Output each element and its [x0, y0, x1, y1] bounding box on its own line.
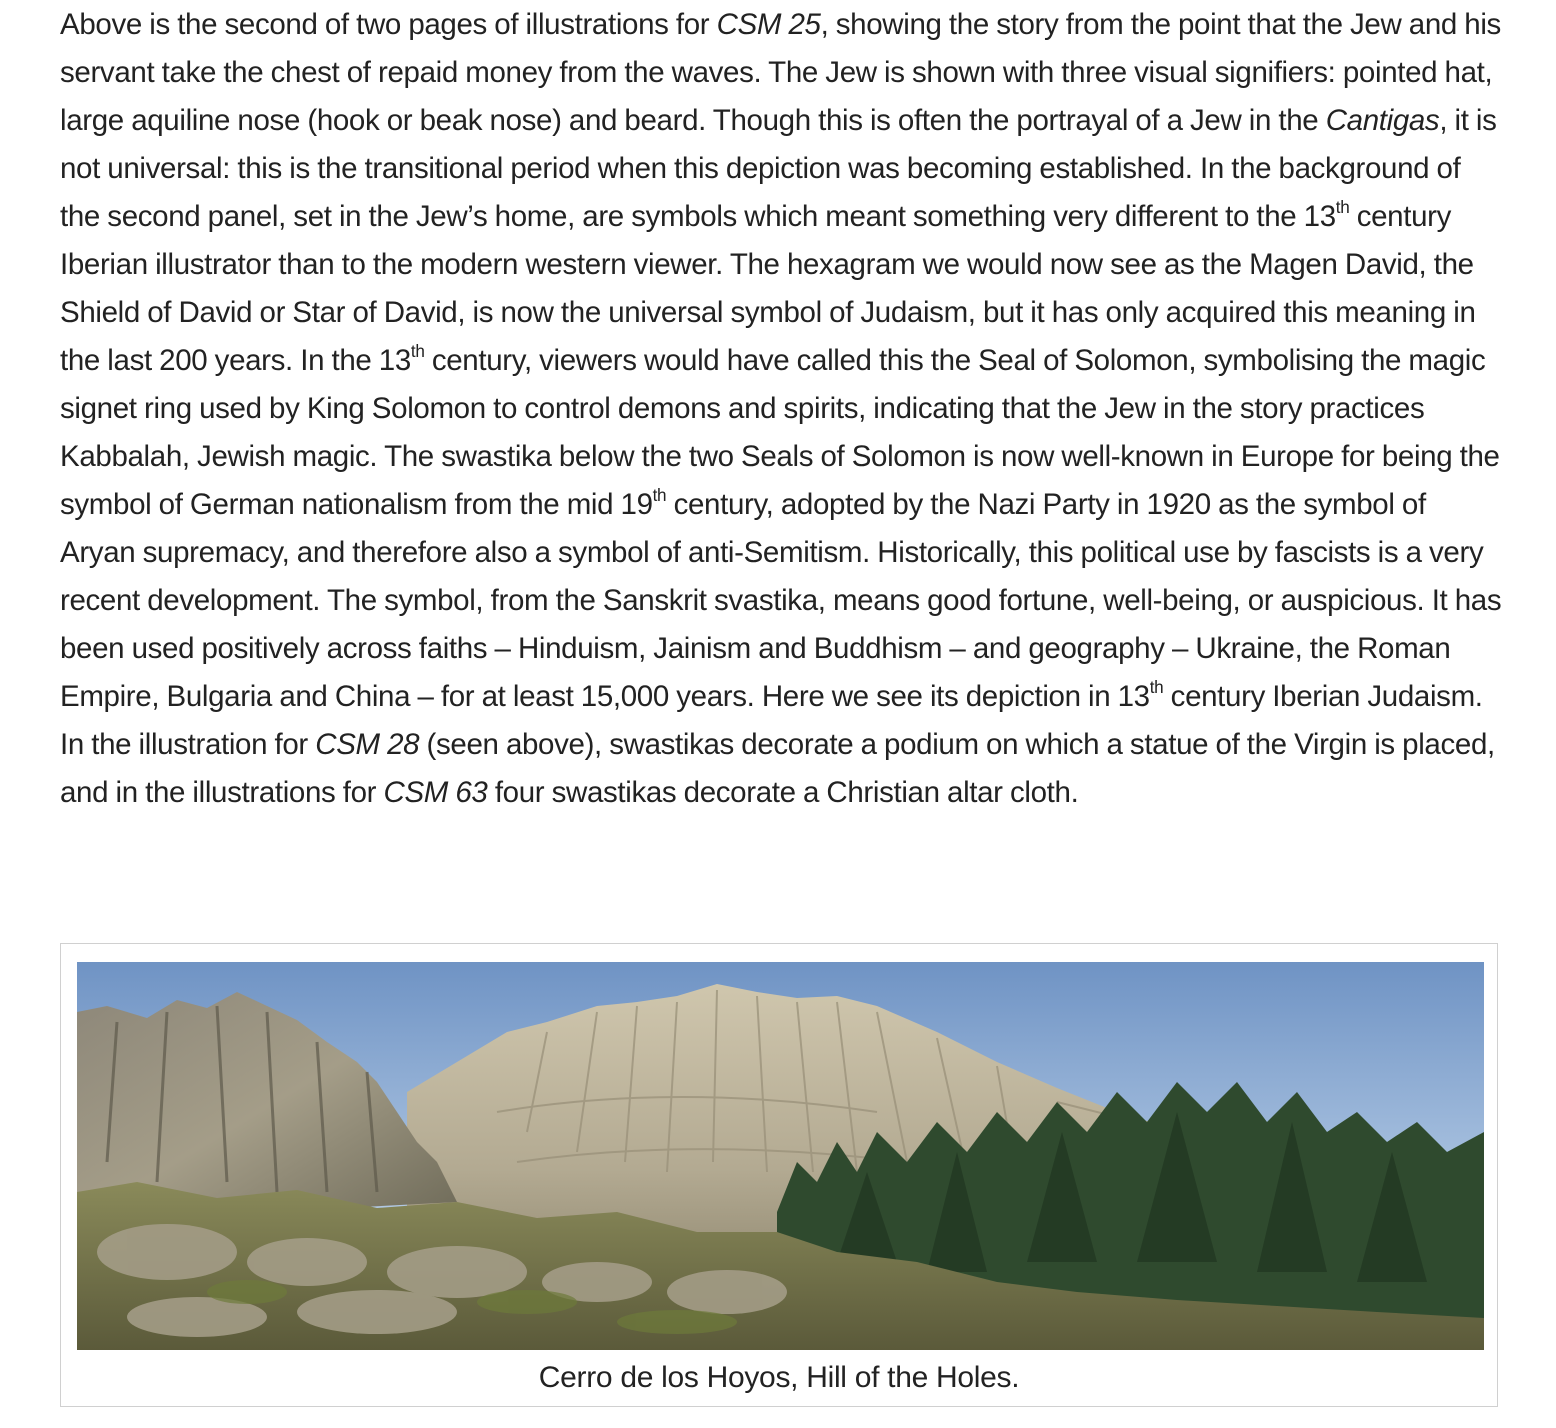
- photo-figure: [60, 943, 1498, 1407]
- paragraph-text: century, adopted by the Nazi Party in 1920 as the symbol of Aryan supremacy, and therefore also a symbol of anti-Semitism. Historically, this political use by fascists is a very recent development. The symbol, from the Sanskrit svastika, means good fortune, well-being, or auspicious. It has been used positively across faiths – Hinduism, Jainism and Buddhism – and geography – Ukraine, the Roman Empire, Bulgaria and China – for at least 15,000 years. Here we see its depiction in 13: [60, 488, 1502, 713]
- ordinal-suffix: th: [410, 341, 425, 361]
- figure-caption: Cerro de los Hoyos, Hill of the Holes.: [538, 1361, 1020, 1394]
- paragraph-text: , it is not universal: this is the transitional period when this depiction was becoming established. In the background of the second panel, set in the Jew’s home, are symbols which meant something very different to the 13: [60, 104, 1497, 233]
- paragraph-text: (seen above), swastikas decorate a podium on which a statue of the Virgin is placed, and in the illustrations for: [60, 728, 1495, 809]
- ordinal-suffix: th: [1335, 197, 1350, 217]
- paragraph-text: century, viewers would have called this the Seal of Solomon, symbolising the magic signet ring used by King Solomon to control demons and spirits, indicating that the Jew in the story practices Kabbalah, Jewish magic. The swastika below the two Seals of Solomon is now well-known in Europe for being the symbol of German nationalism from the mid 19: [60, 344, 1500, 521]
- article-body: [60, 0, 1502, 817]
- work-title-csm25: CSM 25: [716, 8, 821, 41]
- mountain-panorama-photo: [77, 962, 1484, 1350]
- paragraph-text: Above is the second of two pages of illustrations for: [60, 8, 717, 41]
- work-title-csm28: CSM 28: [315, 728, 420, 761]
- work-title-cantigas: Cantigas: [1325, 104, 1440, 137]
- article-paragraph: [60, 0, 1502, 817]
- ordinal-suffix: th: [1149, 677, 1164, 697]
- paragraph-text: four swastikas decorate a Christian altar cloth.: [487, 776, 1079, 809]
- work-title-csm63: CSM 63: [383, 776, 488, 809]
- paragraph-text: century Iberian illustrator than to the modern western viewer. The hexagram we would now see as the Magen David, the Shield of David or Star of David, is now the universal symbol of Judaism, but it has only acquired this meaning in the last 200 years. In the 13: [60, 200, 1476, 377]
- paragraph-text: century Iberian Judaism. In the illustration for: [60, 680, 1483, 761]
- paragraph-text: , showing the story from the point that the Jew and his servant take the chest of repaid money from the waves. The Jew is shown with three visual signifiers: pointed hat, large aquiline nose (hook or beak nose) and beard. Though this is often the portrayal of a Jew in the: [60, 8, 1501, 137]
- ordinal-suffix: th: [652, 485, 667, 505]
